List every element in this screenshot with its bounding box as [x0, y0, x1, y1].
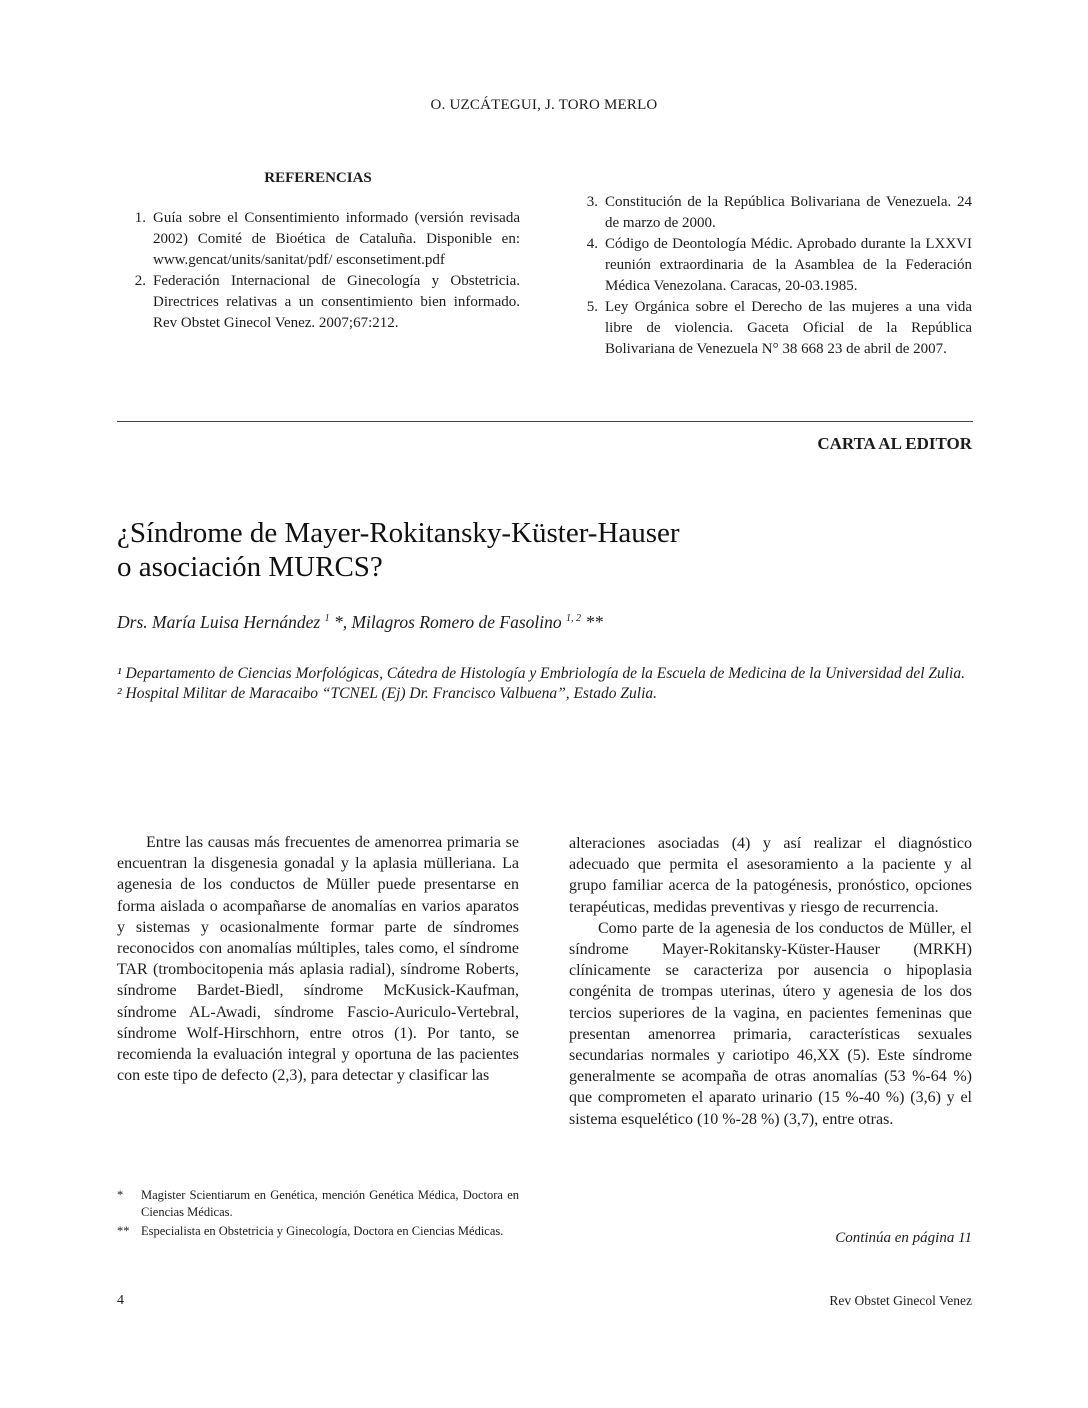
reference-text: Código de Deontología Médic. Aprobado durante la LXXVI reunión extraordinaria de la Asamblea de la Federación Médica Venezolana. Caracas, 20-03.1985.	[605, 236, 972, 294]
author-footnote-mark: *,	[329, 612, 352, 632]
page-number: 4	[117, 1293, 124, 1308]
article-title-line: ¿Síndrome de Mayer-Rokitansky-Küster-Hauser	[117, 517, 680, 549]
reference-text: Federación Internacional de Ginecología y Obstetricia. Directrices relativas a un consentimiento bien informado. Rev Obstet Ginecol Venez. 2007;67:212.	[153, 273, 520, 331]
affiliation: ² Hospital Militar de Maracaibo “TCNEL (Ej) Dr. Francisco Valbuena”, Estado Zulia.	[117, 685, 657, 702]
footnote	[117, 1223, 519, 1240]
reference-item	[570, 234, 972, 297]
running-head: O. UZCÁTEGUI, J. TORO MERLO	[430, 97, 658, 113]
author-affiliation-sup: 1, 2	[566, 613, 581, 625]
body-paragraph: Como parte de la agenesia de los conductos de Müller, el síndrome Mayer-Rokitansky-Küster-Hauser (MRKH) clínicamente se caracteriza por ausencia o hipoplasia congénita de trompas uterinas, útero y agenesia de los dos tercios superiores de la vagina, en pacientes femeninas que presentan amenorrea primaria, características sexuales secundarias normales y cariotipo 46,XX (5). Este síndrome generalmente se acompaña de otras anomalías (53 %-64 %) que comprometen el aparato urinario (15 %-40 %) (3,6) y el sistema esquelético (10 %-28 %) (3,7), entre otras.	[569, 919, 972, 1128]
reference-number: 4.	[586, 236, 598, 252]
footnote	[117, 1187, 519, 1221]
article-title-line: o asociación MURCS?	[117, 551, 383, 583]
references-heading: REFERENCIAS	[264, 170, 372, 186]
footnote-mark: *	[117, 1188, 124, 1202]
reference-number: 5.	[586, 299, 598, 315]
footnote-text: Magister Scientiarum en Genética, mención Genética Médica, Doctora en Ciencias Médicas.	[141, 1188, 519, 1219]
body-column-right	[569, 833, 972, 1130]
authors-line	[117, 612, 977, 633]
article-title	[117, 516, 977, 584]
footnote-text: Especialista en Obstetricia y Ginecología, Doctora en Ciencias Médicas.	[141, 1224, 504, 1238]
reference-number: 1.	[134, 210, 146, 226]
author-name: Milagros Romero de Fasolino	[351, 612, 562, 632]
reference-number: 2.	[134, 273, 146, 289]
affiliations	[117, 664, 977, 704]
section-divider	[117, 421, 973, 422]
body-paragraph-continued: alteraciones asociadas (4) y así realizar el diagnóstico adecuado que permita el asesoramiento a la paciente y al grupo familiar acerca de la patogénesis, pronóstico, opciones terapéuticas, medidas preventivas y riesgo de recurrencia.	[569, 835, 972, 916]
reference-text: Guía sobre el Consentimiento informado (versión revisada 2002) Comité de Bioética de Cataluña. Disponible en: www.gencat/units/sanitat/pdf/ esconsetiment.pdf	[153, 210, 520, 268]
author-footnote-mark: **	[581, 612, 603, 632]
affiliation: ¹ Departamento de Ciencias Morfológicas, Cátedra de Histología y Embriología de la Escuela de Medicina de la Universidad del Zulia.	[117, 665, 965, 682]
continues-note: Continúa en página 11	[835, 1230, 972, 1246]
reference-item	[570, 192, 972, 234]
journal-name: Rev Obstet Ginecol Venez	[829, 1293, 972, 1308]
author-name: Drs. María Luisa Hernández	[117, 612, 321, 632]
reference-text: Constitución de la República Bolivariana de Venezuela. 24 de marzo de 2000.	[605, 194, 972, 231]
author-footnotes	[117, 1187, 519, 1242]
references-list-right	[570, 192, 972, 360]
reference-item	[118, 208, 520, 271]
references-list-left	[118, 208, 520, 334]
body-paragraph: Entre las causas más frecuentes de amenorrea primaria se encuentran la disgenesia gonadal y la aplasia mülleriana. La agenesia de los conductos de Müller puede presentarse en forma aislada o acompañarse de anomalías en varios aparatos y sistemas y ocasionalmente formar parte de síndromes reconocidos con anomalías múltiples, tales como, el síndrome TAR (trombocitopenia más aplasia radial), síndrome Roberts, síndrome Bardet-Biedl, síndrome McKusick-Kaufman, síndrome AL-Awadi, síndrome Fascio-Auriculo-Vertebral, síndrome Wolf-Hirschhorn, entre otros (1). Por tanto, se recomienda la evaluación integral y oportuna de las pacientes con este tipo de defecto (2,3), para detectar y clasificar las	[117, 834, 519, 1085]
footnote-mark: **	[117, 1224, 130, 1238]
body-column-left	[117, 832, 519, 1086]
section-label: CARTA AL EDITOR	[817, 434, 972, 453]
reference-number: 3.	[586, 194, 598, 210]
reference-text: Ley Orgánica sobre el Derecho de las mujeres a una vida libre de violencia. Gaceta Oficial de la República Bolivariana de Venezuela N° 38 668 23 de abril de 2007.	[605, 299, 972, 357]
author-affiliation-sup: 1	[324, 613, 330, 625]
reference-item	[570, 297, 972, 360]
reference-item	[118, 271, 520, 334]
